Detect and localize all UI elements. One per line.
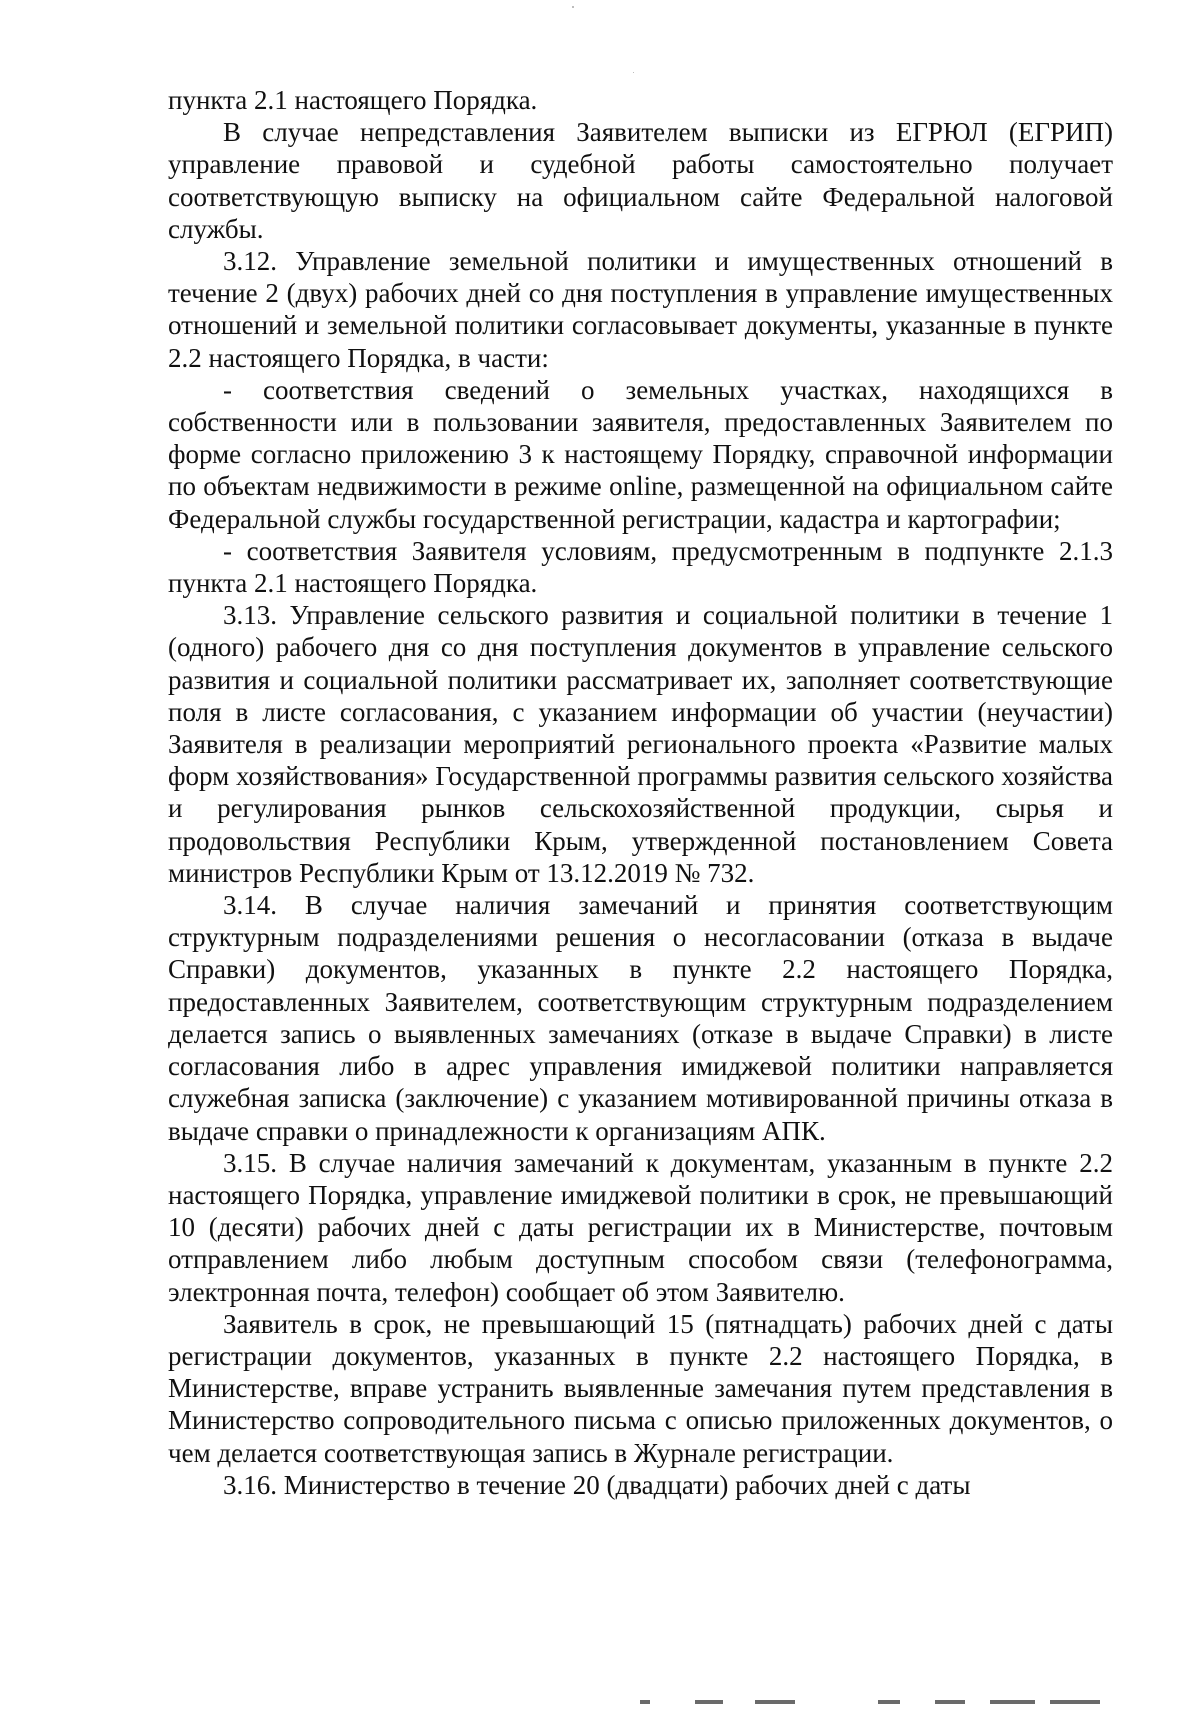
paragraph-3-16: 3.16. Министерство в течение 20 (двадцати) рабочих дней с даты xyxy=(223,1469,971,1500)
scan-mark xyxy=(640,1700,650,1704)
scan-mark xyxy=(1050,1700,1100,1704)
scan-edge-artifacts xyxy=(560,1696,1120,1711)
scan-mark xyxy=(935,1700,965,1704)
paragraph-3-14: 3.14. В случае наличия замечаний и принятия соответствующим структурным подразделениями решения о несогласовании (отказа в выдаче Справки) документов, указанных в пункте 2.2 настоящего Порядка, предоставленных Заявителем, соответствующим структурным подразделением делается запись о выявленных замечаниях (отказе в выдаче Справки) в листе согласования либо в адрес управления имиджевой политики направляется служебная записка (заключение) с указанием мотивированной причины отказа в выдаче справки о принадлежности к организациям АПК. xyxy=(168,890,1113,1146)
paragraph-continuation: пункта 2.1 настоящего Порядка. xyxy=(168,85,538,115)
scan-mark xyxy=(990,1700,1035,1704)
scan-speck xyxy=(572,6,574,8)
scan-mark xyxy=(878,1700,900,1704)
paragraph-applicant-correction: Заявитель в срок, не превышающий 15 (пятнадцать) рабочих дней с даты регистрации документов, указанных в пункте 2.2 настоящего Порядка, в Министерстве, вправе устранить выявленные замечания путем представления в Министерство сопроводительного письма с описью приложенных документов, о чем делается соответствующая запись в Журнале регистрации. xyxy=(168,1308,1113,1468)
scan-mark xyxy=(755,1700,795,1704)
paragraph-3-13: 3.13. Управление сельского развития и социальной политики в течение 1 (одного) рабочего дня со дня поступления документов в управление сельского развития и социальной политики рассматривает их, заполняет соответствующие поля в листе согласования, с указанием информации об участии (неучастии) Заявителя в реализации мероприятий регионального проекта «Развитие малых форм хозяйствования» Государственной программы развития сельского хозяйства и регулирования рынков сельскохозяйственной продукции, сырья и продовольствия Республики Крым, утвержденной постановлением Совета министров Республики Крым от 13.12.2019 № 732. xyxy=(168,600,1113,888)
paragraph-3-12-item-1: - соответствия сведений о земельных участках, находящихся в собственности или в пользовании заявителя, предоставленных Заявителем по форме согласно приложению 3 к настоящему Порядку, справочной информации по объектам недвижимости в режиме online, размещенной на официальном сайте Федеральной службы государственной регистрации, кадастра и картографии; xyxy=(168,374,1113,534)
scan-mark xyxy=(695,1700,723,1704)
document-text xyxy=(168,84,1113,1501)
paragraph-3-12: 3.12. Управление земельной политики и имущественных отношений в течение 2 (двух) рабочих дней со дня поступления в управление имущественных отношений и земельной политики согласовывает документы, указанные в пункте 2.2 настоящего Порядка, в части: xyxy=(168,246,1113,373)
paragraph-3-15: 3.15. В случае наличия замечаний к документам, указанным в пункте 2.2 настоящего Порядка, управление имиджевой политики в срок, не превышающий 10 (десяти) рабочих дней с даты регистрации их в Министерстве, почтовым отправлением либо любым доступным способом связи (телефонограмма, электронная почта, телефон) сообщает об этом Заявителю. xyxy=(168,1147,1113,1307)
paragraph-egrul-extract: В случае непредставления Заявителем выписки из ЕГРЮЛ (ЕГРИП) управление правовой и судебной работы самостоятельно получает соответствующую выписку на официальном сайте Федеральной налоговой службы. xyxy=(168,117,1113,244)
scan-speck xyxy=(633,72,634,73)
paragraph-3-12-item-2: - соответствия Заявителя условиям, предусмотренным в подпункте 2.1.3 пункта 2.1 настоящего Порядка. xyxy=(168,535,1113,599)
